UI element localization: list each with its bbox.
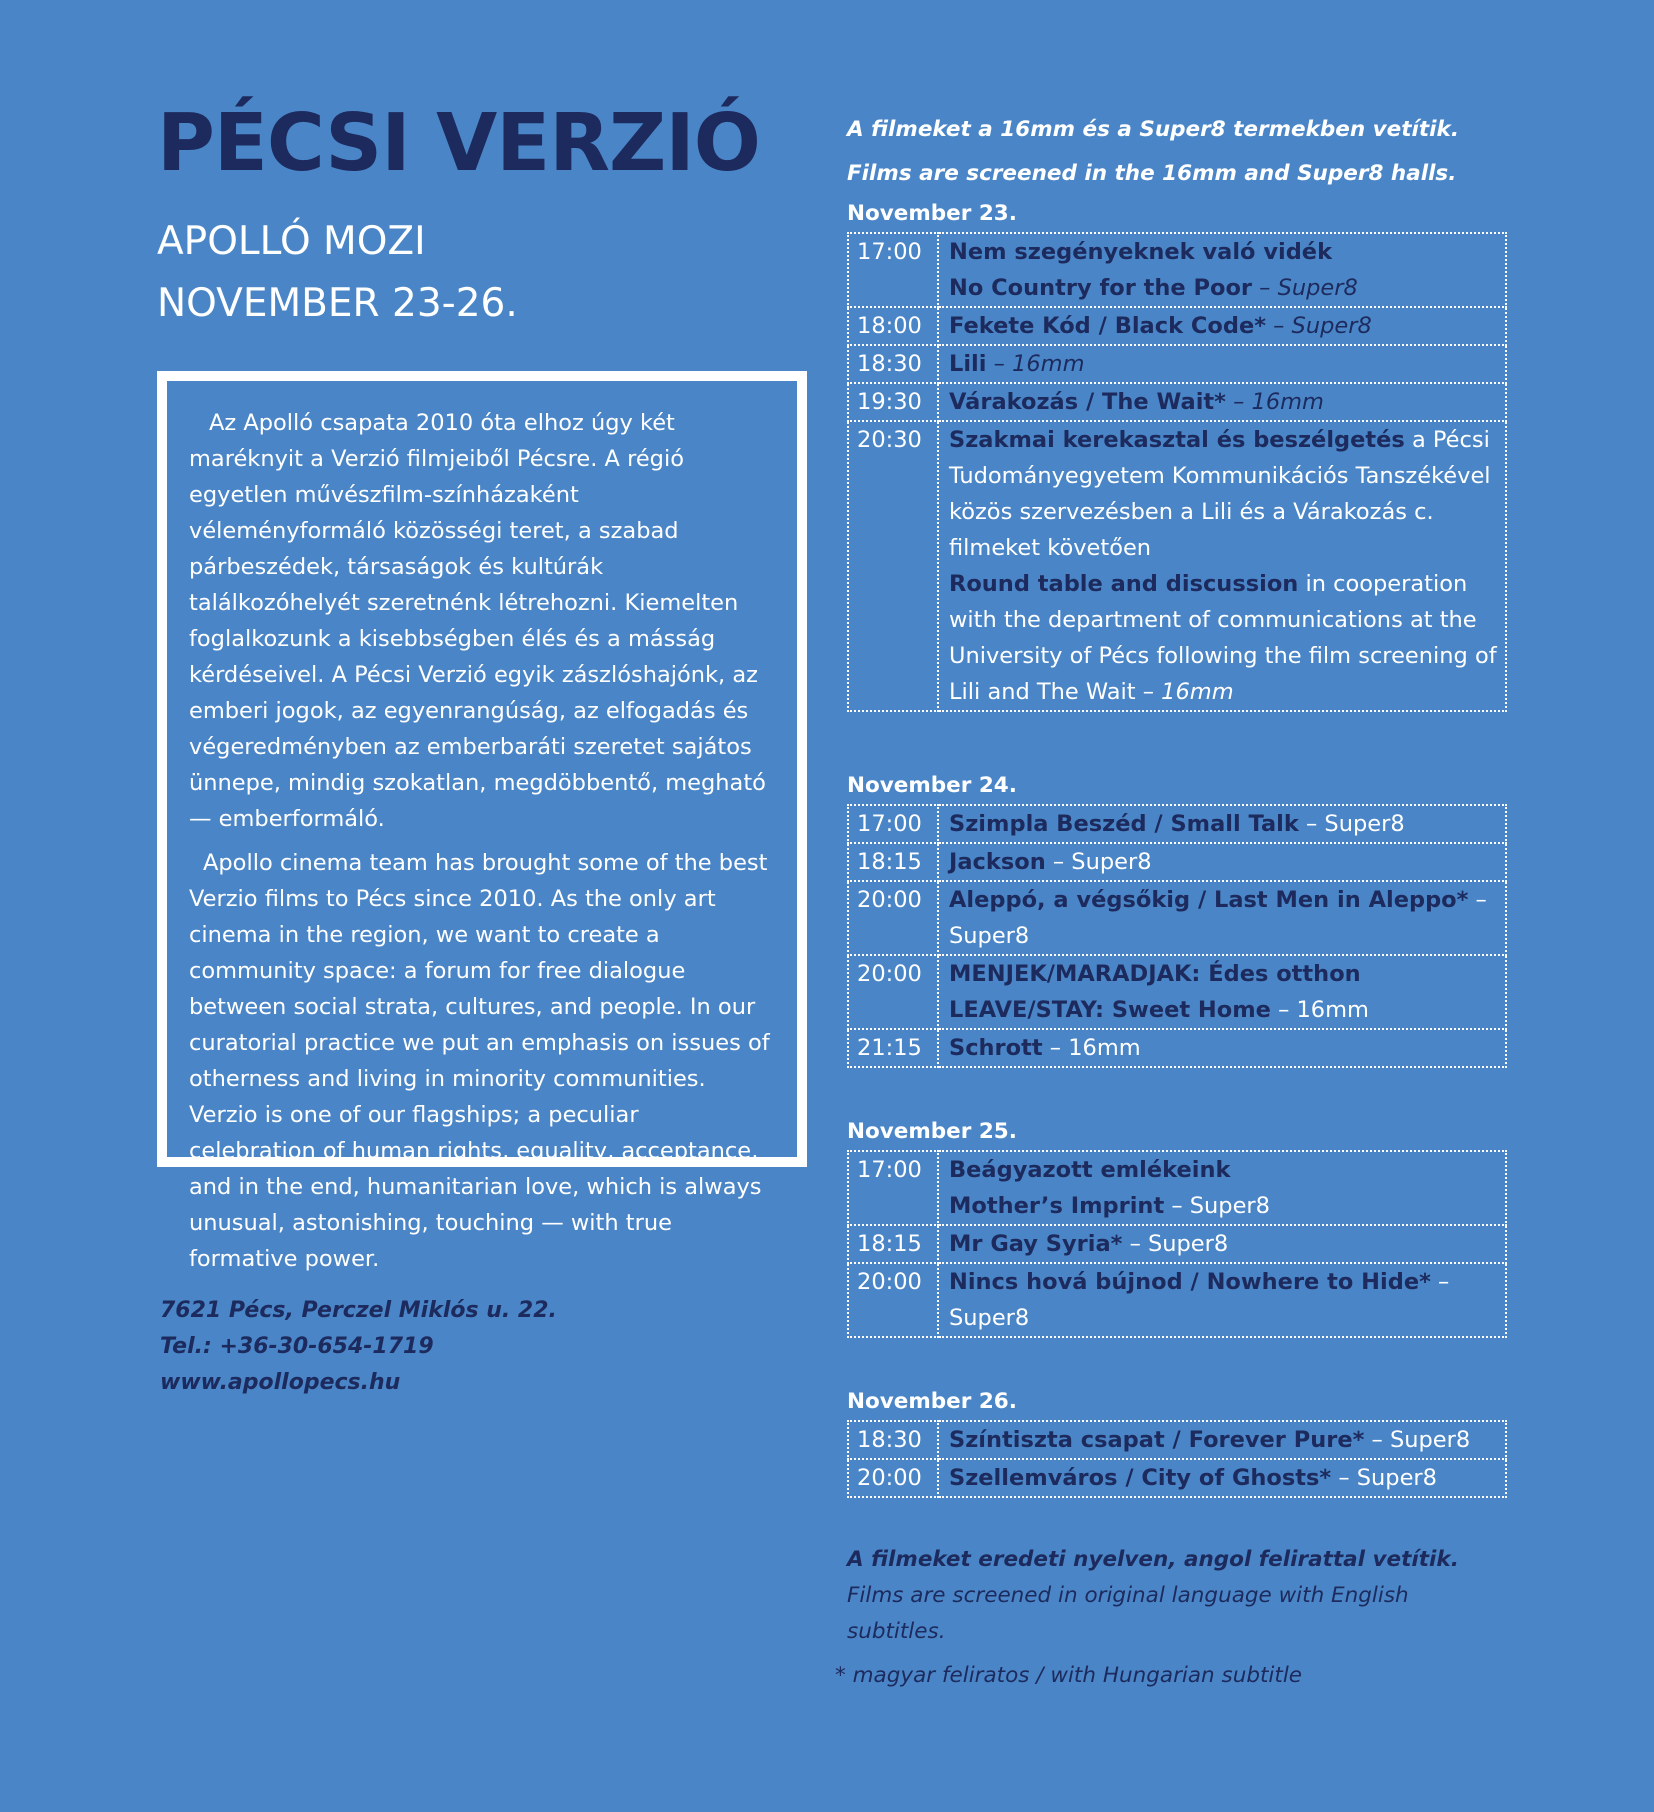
screening-title: Szimpla Beszéd / Small Talk – Super8 [938, 805, 1506, 843]
asterisk-note: * magyar feliratos / with Hungarian subtitle [835, 1663, 1303, 1688]
screening-time: 17:00 [848, 805, 938, 843]
screening-title: Nem szegényeknek való vidék No Country for the Poor – Super8 [938, 233, 1506, 307]
screening-time: 18:15 [848, 1225, 938, 1263]
day-label-nov-24: November 24. [847, 773, 1017, 798]
screening-time: 17:00 [848, 1151, 938, 1225]
page-title: PÉCSI VERZIÓ [157, 97, 760, 189]
screening-time: 18:15 [848, 843, 938, 881]
table-row [848, 1421, 1506, 1459]
table-row [848, 421, 1506, 711]
table-row [848, 1263, 1506, 1337]
screening-time: 18:00 [848, 307, 938, 345]
table-row [848, 955, 1506, 1029]
screening-title: Jackson – Super8 [938, 843, 1506, 881]
address-website-link[interactable]: www.apollopecs.hu [160, 1370, 401, 1395]
table-row [848, 1151, 1506, 1225]
address-street: 7621 Pécs, Perczel Miklós u. 22. [160, 1298, 557, 1323]
intro-hu: Az Apolló csapata 2010 óta elhoz úgy két maréknyit a Verzió filmjeiből Pécsre. A régió egyetlen művészfilm-színházaként véleményformáló közösségi teret, a szabad párbeszédek, társaságok és kultúrák találkozóhelyét szeretnénk létrehozni. Kiemelten foglalkozunk a kisebbségben élés és a másság kérdéseivel. A Pécsi Verzió egyik zászlóshajónk, az emberi jogok, az egyenrangúság, az elfogadás és végeredményben az emberbaráti szeretet sajátos ünnepe, mindig szokatlan, megdöbbentő, megható — emberformáló. [189, 410, 766, 832]
screening-time: 19:30 [848, 383, 938, 421]
day-label-nov-25: November 25. [847, 1119, 1017, 1144]
table-row [848, 881, 1506, 955]
intro-en: Apollo cinema team has brought some of the best Verzio films to Pécs since 2010. As the only art cinema in the region, we want to create a community space: a forum for free dialogue between social strata, cultures, and people. In our curatorial practice we put an emphasis on issues of otherness and living in minority communities. Verzio is one of our flagships; a peculiar celebration of human rights, equality, acceptance, and in the end, humanitarian love, which is always unusual, astonishing, touching — with true formative power. [189, 850, 770, 1272]
screening-time: 20:00 [848, 955, 938, 1029]
day-label-nov-23: November 23. [847, 201, 1017, 226]
schedule-column [835, 108, 1507, 1694]
intro-box [157, 371, 807, 1272]
screening-title: Nincs hová bújnod / Nowhere to Hide* – Super8 [938, 1263, 1506, 1337]
screening-title: Beágyazott emlékeink Mother’s Imprint – Super8 [938, 1151, 1506, 1225]
screening-title: Schrott – 16mm [938, 1029, 1506, 1067]
screening-time: 17:00 [848, 233, 938, 307]
table-row [848, 233, 1506, 307]
table-row [848, 345, 1506, 383]
screening-time: 20:00 [848, 1263, 938, 1337]
schedule-table-nov-26 [847, 1420, 1507, 1498]
address-block [160, 1293, 557, 1401]
screening-time: 18:30 [848, 345, 938, 383]
language-note-en: Films are screened in original language with English subtitles. [847, 1583, 1409, 1644]
address-phone[interactable]: Tel.: +36-30-654-1719 [160, 1334, 434, 1359]
table-row [848, 1459, 1506, 1497]
table-row [848, 1225, 1506, 1263]
table-row [848, 1029, 1506, 1067]
halls-note-hu: A filmeket a 16mm és a Super8 termekben vetítik. [847, 117, 1460, 142]
screening-title: Szellemváros / City of Ghosts* – Super8 [938, 1459, 1506, 1497]
screening-title: Színtiszta csapat / Forever Pure* – Super8 [938, 1421, 1506, 1459]
screening-time: 20:00 [848, 881, 938, 955]
screening-title: MENJEK/MARADJAK: Édes otthon LEAVE/STAY: Sweet Home – 16mm [938, 955, 1506, 1029]
screening-title: Várakozás / The Wait* – 16mm [938, 383, 1506, 421]
table-row [848, 843, 1506, 881]
table-row [848, 307, 1506, 345]
screening-title: Mr Gay Syria* – Super8 [938, 1225, 1506, 1263]
event-dates: NOVEMBER 23-26. [157, 280, 518, 326]
halls-note-en: Films are screened in the 16mm and Super8 halls. [847, 161, 1457, 186]
screening-time: 21:15 [848, 1029, 938, 1067]
screening-time: 18:30 [848, 1421, 938, 1459]
schedule-table-nov-25 [847, 1150, 1507, 1338]
table-row [848, 383, 1506, 421]
header-block [157, 96, 807, 327]
screening-time: 20:30 [848, 421, 938, 711]
screening-title: Szakmai kerekasztal és beszélgetés a Pécsi Tudományegyetem Kommunikációs Tanszékével közös szervezésben a Lili és a Várakozás c. filmeket követően Round table and discussion in cooperation with the department of communications at the University of Pécs following the film screening of Lili and The Wait – 16mm [938, 421, 1506, 711]
schedule-table-nov-23 [847, 232, 1507, 712]
language-note-hu: A filmeket eredeti nyelven, angol felirattal vetítik. [847, 1547, 1459, 1572]
venue-name: APOLLÓ MOZI [157, 218, 426, 264]
day-label-nov-26: November 26. [847, 1389, 1017, 1414]
screening-title: Fekete Kód / Black Code* – Super8 [938, 307, 1506, 345]
schedule-table-nov-24 [847, 804, 1507, 1068]
screening-title: Aleppó, a végsőkig / Last Men in Aleppo* – Super8 [938, 881, 1506, 955]
screening-time: 20:00 [848, 1459, 938, 1497]
screening-title: Lili – 16mm [938, 345, 1506, 383]
table-row [848, 805, 1506, 843]
